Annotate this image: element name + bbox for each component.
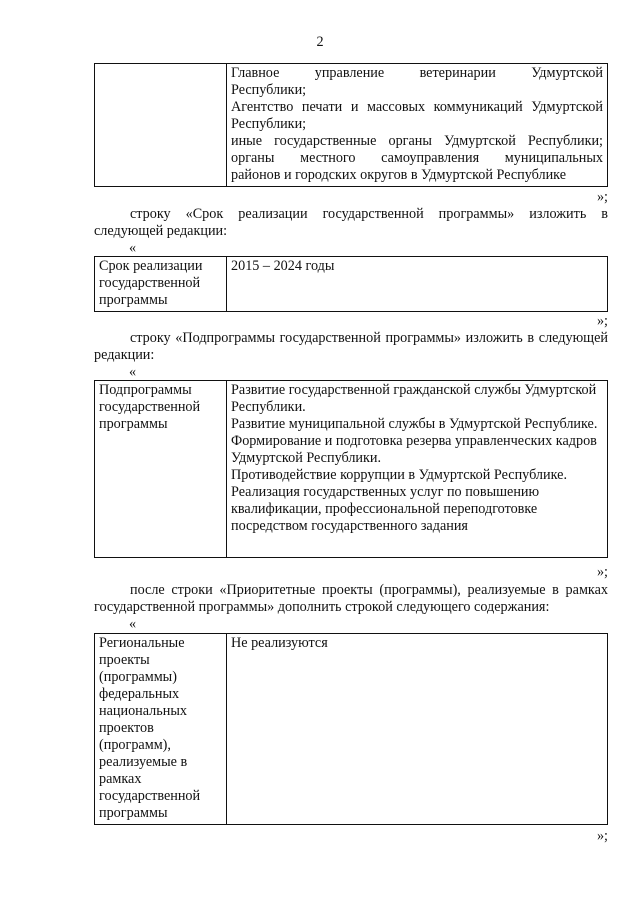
table-value-cell	[227, 381, 608, 558]
table-line: Республики;	[231, 82, 307, 98]
table-responsible-bodies	[94, 63, 608, 187]
subprogram-item: Формирование и подготовка резерва управленческих кадров Удмуртской Республики.	[231, 433, 597, 466]
table-line: Агентство печати и массовых коммуникаций Удмуртской	[231, 99, 603, 115]
paragraph-instruction: строку «Подпрограммы государственной программы» изложить в следующей редакции:	[94, 330, 608, 363]
table-line: Республики;	[231, 116, 307, 132]
table-value-cell: 2015 – 2024 годы	[227, 257, 608, 312]
table-value-cell	[227, 64, 608, 187]
table-empty-label-cell	[95, 64, 227, 187]
closing-quote: »;	[596, 564, 608, 580]
closing-quote: »;	[596, 313, 608, 329]
table-line: иные государственные органы Удмуртской Республики;	[231, 133, 603, 149]
table-line: Главное управление ветеринарии Удмуртской	[231, 65, 603, 81]
subprogram-item: Реализация государственных услуг по повышению квалификации, профессиональной переподготовке посредством государственного задания	[231, 484, 540, 534]
table-line: районов и городских округов в Удмуртской Республике	[231, 167, 567, 183]
table-subprograms	[94, 380, 608, 558]
table-label-cell: Срок реализации государственной программы	[95, 257, 227, 312]
table-value-cell: Не реализуются	[227, 634, 608, 825]
subprogram-item: Развитие государственной гражданской службы Удмуртской Республики.	[231, 382, 597, 415]
table-regional-projects	[94, 633, 608, 825]
page-number: 2	[316, 34, 324, 50]
opening-quote: «	[129, 240, 137, 256]
closing-quote: »;	[596, 828, 608, 844]
opening-quote: «	[129, 364, 137, 380]
paragraph-instruction: строку «Срок реализации государственной программы» изложить в следующей редакции:	[94, 206, 608, 239]
table-label-cell: Региональные проекты (программы) федеральных национальных проектов (программ), реализуемые в рамках государственной программы	[95, 634, 227, 825]
closing-quote: »;	[596, 189, 608, 205]
table-line: органы местного самоуправления муниципальных	[231, 150, 603, 166]
subprogram-item: Развитие муниципальной службы в Удмуртской Республике.	[231, 416, 598, 432]
paragraph-instruction: после строки «Приоритетные проекты (программы), реализуемые в рамках государственной программы» дополнить строкой следующего содержания:	[94, 582, 608, 615]
subprogram-item: Противодействие коррупции в Удмуртской Республике.	[231, 467, 567, 483]
table-label-cell: Подпрограммы государственной программы	[95, 381, 227, 558]
table-program-term	[94, 256, 608, 312]
opening-quote: «	[129, 616, 137, 632]
